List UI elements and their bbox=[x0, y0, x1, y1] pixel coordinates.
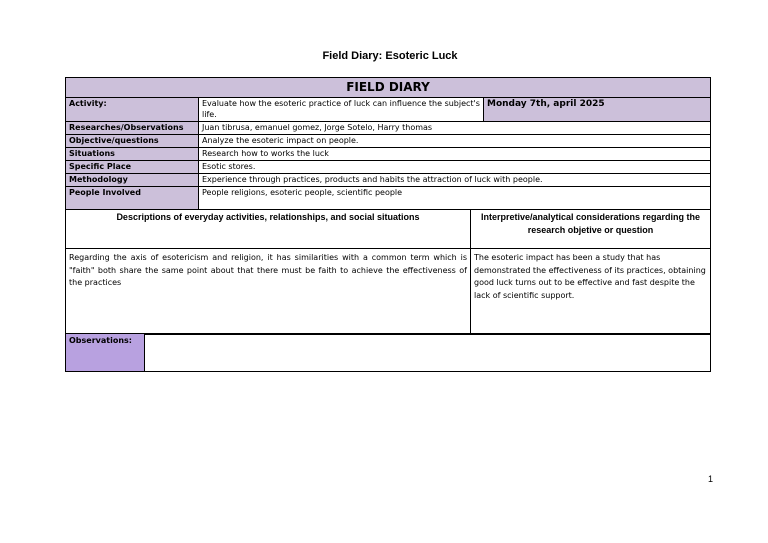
field-diary-table bbox=[65, 77, 711, 210]
objective-value: Analyze the esoteric impact on people. bbox=[199, 135, 711, 148]
observations-table bbox=[65, 333, 711, 372]
activity-value: Evaluate how the esoteric practice of luck can influence the subject's life. bbox=[199, 98, 484, 122]
methodology-label: Methodology bbox=[66, 174, 199, 187]
situations-value: Research how to works the luck bbox=[199, 148, 711, 161]
people-involved-label: People Involved bbox=[66, 187, 199, 210]
field-diary-header: FIELD DIARY bbox=[66, 78, 711, 98]
observations-label: Observations: bbox=[66, 334, 145, 372]
researchers-label: Researches/Observations bbox=[66, 122, 199, 135]
activity-label: Activity: bbox=[66, 98, 199, 122]
specific-place-label: Specific Place bbox=[66, 161, 199, 174]
methodology-value: Experience through practices, products and habits the attraction of luck with people. bbox=[199, 174, 711, 187]
people-involved-value: People religions, esoteric people, scientific people bbox=[199, 187, 711, 210]
descriptions-text: Regarding the axis of esotericism and religion, it has similarities with a common term which is "faith" both share the same point about that there must be faith to achieve the effectiveness of the practices bbox=[66, 249, 471, 335]
situations-label: Situations bbox=[66, 148, 199, 161]
diary-date: Monday 7th, april 2025 bbox=[484, 98, 711, 122]
document-title: Field Diary: Esoteric Luck bbox=[322, 50, 458, 62]
researchers-value: Juan tibrusa, emanuel gomez, Jorge Sotelo, Harry thomas bbox=[199, 122, 711, 135]
page-number: 1 bbox=[708, 474, 714, 484]
descriptions-table bbox=[65, 209, 711, 335]
specific-place-value: Esotic stores. bbox=[199, 161, 711, 174]
observations-value bbox=[145, 334, 711, 372]
descriptions-heading: Descriptions of everyday activities, relationships, and social situations bbox=[66, 210, 471, 249]
objective-label: Objective/questions bbox=[66, 135, 199, 148]
interpretive-heading: Interpretive/analytical considerations regarding the research objetive or question bbox=[471, 210, 711, 249]
interpretive-text: The esoteric impact has been a study that has demonstrated the effectiveness of its practices, obtaining good luck turns out to be effective and fast despite the lack of scientific support. bbox=[471, 249, 711, 335]
